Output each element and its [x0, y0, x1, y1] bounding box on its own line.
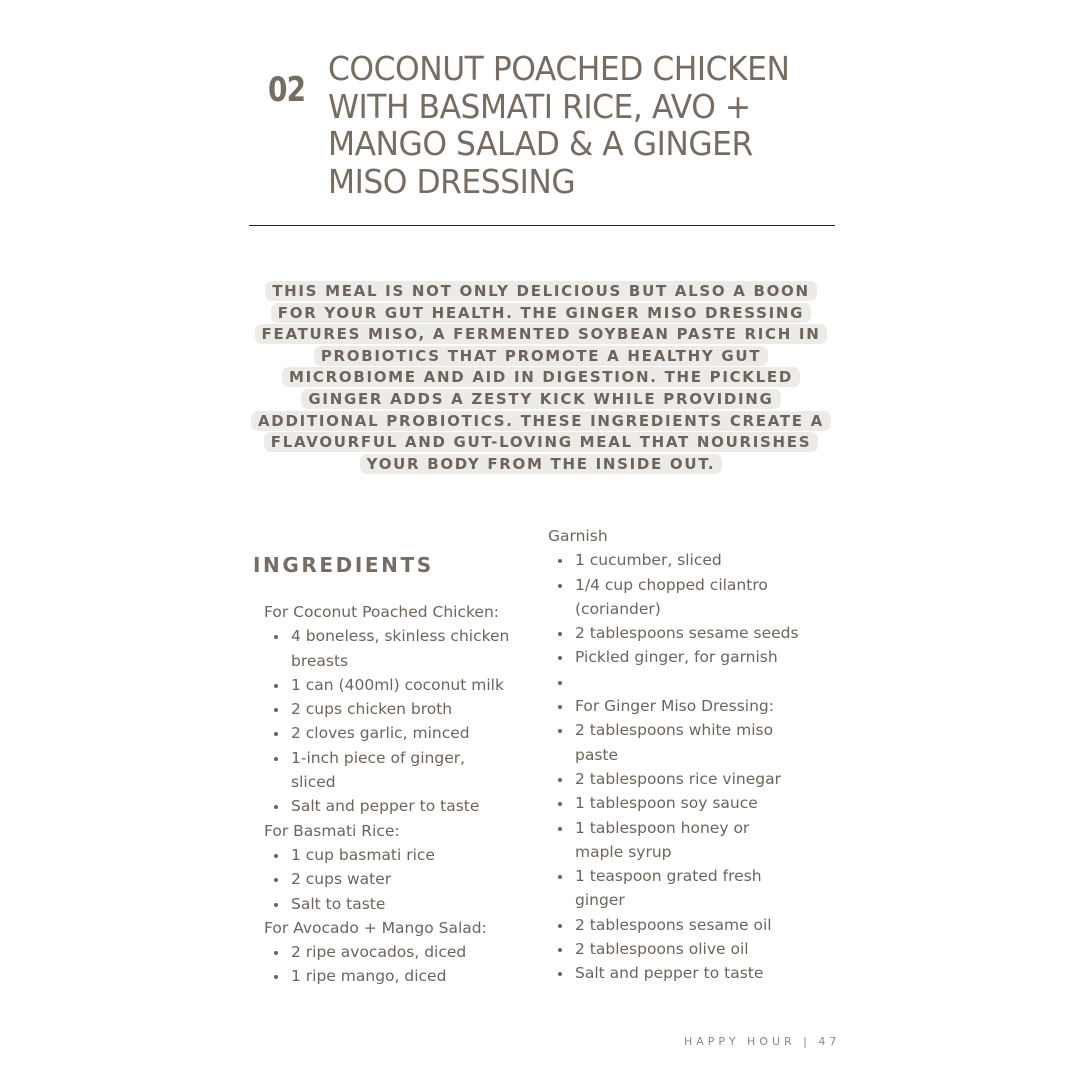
ingredient-text: 1 ripe mango, diced: [291, 967, 447, 986]
ingredient-text: 1 cucumber, sliced: [575, 551, 722, 570]
intro-line: MICROBIOME AND AID IN DIGESTION. THE PICKLED: [282, 367, 800, 387]
ingredient-item: [264, 843, 534, 867]
ingredient-item: [264, 624, 534, 673]
ingredient-text: 2 cups chicken broth: [291, 700, 453, 719]
ingredient-item: [548, 718, 838, 767]
ingredient-text: paste: [575, 745, 619, 764]
intro-line: FEATURES MISO, A FERMENTED SOYBEAN PASTE RICH IN: [255, 324, 828, 344]
ingredient-text: Salt to taste: [291, 894, 386, 913]
intro-line: ADDITIONAL PROBIOTICS. THESE INGREDIENTS CREATE A: [251, 411, 831, 431]
ingredient-text: 2 cups water: [291, 870, 392, 889]
ingredient-item: [264, 794, 534, 818]
ingredient-item: [264, 940, 534, 964]
ingredient-subheading: For Avocado + Mango Salad:: [264, 918, 487, 937]
ingredient-item: [264, 697, 534, 721]
ingredient-text: 1 cup basmati rice: [291, 845, 435, 864]
ingredient-item: [548, 816, 838, 865]
ingredient-item: [264, 867, 534, 891]
ingredient-text: 2 ripe avocados, diced: [291, 943, 467, 962]
ingredient-item: [264, 892, 534, 916]
ingredient-text: maple syrup: [575, 842, 672, 861]
ingredient-item: [548, 694, 838, 718]
ingredient-text: 1-inch piece of ginger,: [291, 748, 466, 767]
ingredient-item: [548, 864, 838, 913]
ingredient-text: 2 tablespoons olive oil: [575, 940, 749, 959]
ingredient-text: 1/4 cup chopped cilantro: [575, 575, 768, 594]
intro-line: FOR YOUR GUT HEALTH. THE GINGER MISO DRESSING: [271, 303, 811, 323]
ingredients-right-column: [548, 524, 838, 986]
ingredient-text: sliced: [291, 773, 336, 792]
intro-paragraph: [240, 281, 842, 475]
ingredient-list: [548, 548, 838, 985]
ingredients-heading: INGREDIENTS: [253, 553, 434, 577]
ingredient-subheading: For Coconut Poached Chicken:: [264, 603, 500, 621]
title-line: COCONUT POACHED CHICKEN: [328, 49, 790, 88]
ingredient-text: 1 teaspoon grated fresh: [575, 867, 762, 886]
ingredient-text: 2 cloves garlic, minced: [291, 724, 470, 743]
ingredient-item: [548, 670, 838, 694]
ingredient-item: [548, 645, 838, 669]
ingredient-text: Salt and pepper to taste: [575, 964, 764, 983]
ingredient-item: [548, 791, 838, 815]
title-line: WITH BASMATI RICE, AVO +: [328, 86, 751, 126]
intro-line: FLAVOURFUL AND GUT-LOVING MEAL THAT NOURISHES: [264, 432, 818, 452]
ingredient-subheading: For Basmati Rice:: [264, 821, 400, 840]
ingredients-left-column: [264, 600, 534, 989]
intro-line: GINGER ADDS A ZESTY KICK WHILE PROVIDING: [301, 389, 780, 409]
ingredient-item: [548, 767, 838, 791]
ingredient-text: (coriander): [575, 599, 661, 618]
ingredient-text: Salt and pepper to taste: [291, 797, 480, 816]
ingredient-text: Pickled ginger, for garnish: [575, 648, 778, 667]
ingredient-item: [548, 913, 838, 937]
ingredient-text: 1 tablespoon honey or: [575, 818, 750, 837]
intro-line: PROBIOTICS THAT PROMOTE A HEALTHY GUT: [314, 346, 768, 366]
intro-line: THIS MEAL IS NOT ONLY DELICIOUS BUT ALSO A BOON: [265, 281, 817, 301]
title-divider: [249, 225, 835, 226]
ingredient-item: [548, 573, 838, 622]
ingredient-text: 1 can (400ml) coconut milk: [291, 675, 504, 694]
recipe-number: 02: [268, 70, 306, 110]
ingredient-item: [264, 964, 534, 988]
ingredient-list: [264, 940, 534, 989]
ingredient-list: [264, 624, 534, 818]
ingredient-item: [264, 746, 534, 795]
ingredient-text: 2 tablespoons sesame seeds: [575, 624, 799, 643]
ingredient-item: [548, 548, 838, 572]
ingredient-text: 1 tablespoon soy sauce: [575, 794, 758, 813]
ingredient-item: [548, 961, 838, 985]
ingredient-text: breasts: [291, 651, 349, 670]
ingredient-subheading: Garnish: [548, 527, 608, 545]
ingredient-list: [264, 843, 534, 916]
ingredient-text: 2 tablespoons rice vinegar: [575, 769, 781, 788]
ingredient-item: [548, 937, 838, 961]
ingredient-text: 2 tablespoons sesame oil: [575, 915, 772, 934]
ingredient-text: 2 tablespoons white miso: [575, 721, 774, 740]
ingredient-item: [264, 721, 534, 745]
title-line: MANGO SALAD & A GINGER: [328, 124, 753, 163]
page-footer: HAPPY HOUR | 47: [684, 1035, 841, 1048]
ingredient-item: [264, 673, 534, 697]
title-line: MISO DRESSING: [328, 161, 576, 201]
intro-line: YOUR BODY FROM THE INSIDE OUT.: [360, 454, 723, 474]
ingredient-text: ginger: [575, 891, 625, 910]
ingredient-text: For Ginger Miso Dressing:: [575, 697, 774, 716]
ingredient-item: [548, 621, 838, 645]
ingredient-text: 4 boneless, skinless chicken: [291, 627, 510, 646]
recipe-title: [328, 50, 888, 200]
